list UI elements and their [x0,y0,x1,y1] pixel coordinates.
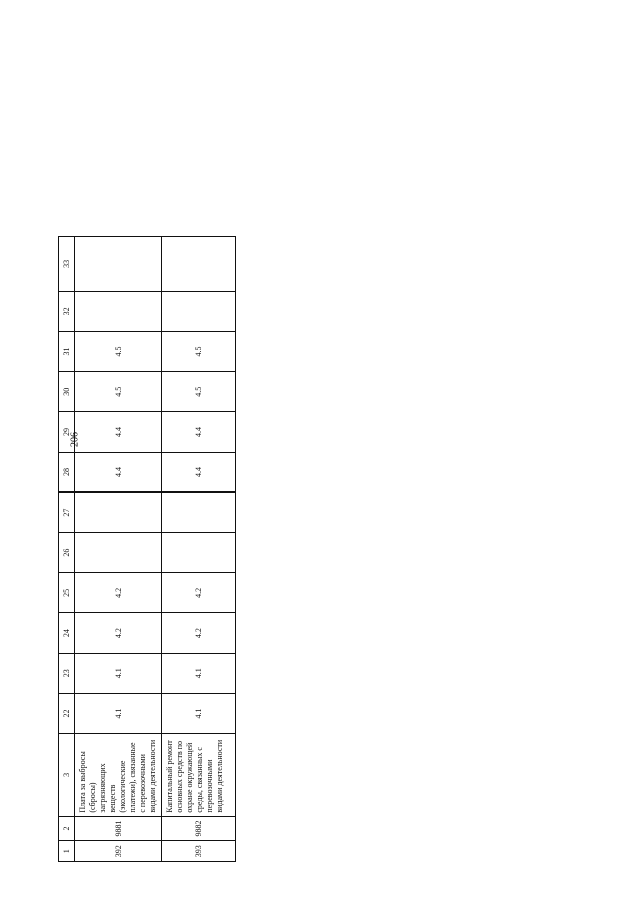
cell-33 [162,237,236,292]
cell-24: 4.2 [162,613,236,653]
cell-26 [162,533,236,573]
cell-26 [75,533,162,573]
cell-23: 4.1 [75,653,162,693]
cell-22: 4.1 [162,693,236,733]
cell-description: Плата за выбросы (сбросы) загрязняющих веществ (экологические платежи), связанные с перевозочными видами деятельности [75,734,162,817]
cell-30: 4.5 [75,372,162,412]
col-header-30: 30 [59,372,75,412]
data-table-rotated [58,236,222,862]
cell-row-number: 393 [162,841,236,862]
cell-25: 4.2 [75,573,162,613]
col-header-26: 26 [59,533,75,573]
col-header-2: 2 [59,816,75,841]
page-number: 206 [69,432,81,447]
cell-code: 9881 [75,816,162,841]
cell-32 [75,291,162,331]
cell-code: 9882 [162,816,236,841]
cell-29: 4.4 [75,412,162,452]
table-row [162,237,236,862]
cell-23: 4.1 [162,653,236,693]
data-table [58,236,236,862]
col-header-23: 23 [59,653,75,693]
table-header-row [59,237,75,862]
cell-31: 4.5 [162,331,236,371]
cell-row-number: 392 [75,841,162,862]
cell-32 [162,291,236,331]
col-header-3: 3 [59,734,75,817]
col-header-31: 31 [59,331,75,371]
cell-22: 4.1 [75,693,162,733]
cell-29: 4.4 [162,412,236,452]
cell-description: Капитальный ремонт основных средств по охране окружающей среды, связанных с перевозочными видами деятельности [162,734,236,817]
col-header-33: 33 [59,237,75,292]
col-header-27: 27 [59,492,75,532]
col-header-29: 29 [59,412,75,452]
col-header-22: 22 [59,693,75,733]
col-header-28: 28 [59,452,75,492]
table-row [75,237,162,862]
cell-33 [75,237,162,292]
col-header-1: 1 [59,841,75,862]
cell-28: 4.4 [162,452,236,492]
cell-27 [162,492,236,532]
col-header-24: 24 [59,613,75,653]
cell-31: 4.5 [75,331,162,371]
col-header-32: 32 [59,291,75,331]
cell-28: 4.4 [75,452,162,492]
cell-25: 4.2 [162,573,236,613]
cell-27 [75,492,162,532]
cell-30: 4.5 [162,372,236,412]
cell-24: 4.2 [75,613,162,653]
col-header-25: 25 [59,573,75,613]
